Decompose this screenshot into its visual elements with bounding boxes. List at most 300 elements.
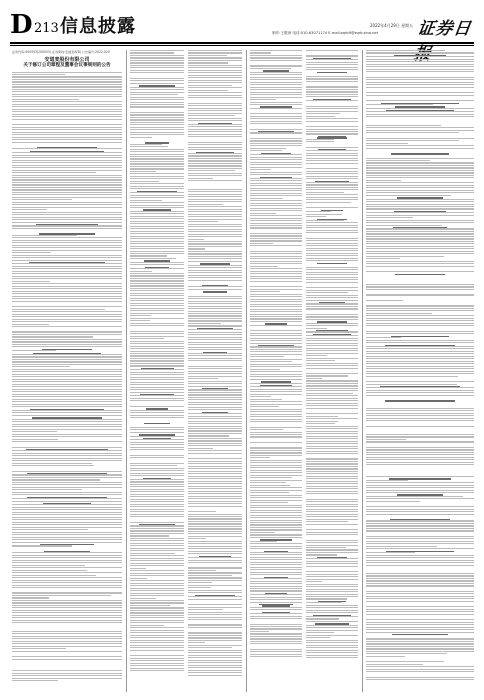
text-line [130,379,184,380]
text-line [12,228,122,229]
text-line [130,449,184,450]
text-line [130,161,184,162]
text-line [130,106,184,107]
text-line [366,64,474,65]
text-line [366,575,474,576]
text-line [130,163,184,164]
text-line [130,598,156,599]
text-line [366,541,474,542]
text-line [366,95,474,96]
text-line [188,514,242,515]
text-line [188,394,242,395]
text-line [366,578,474,579]
text-line [366,449,474,450]
text-line [188,344,242,345]
text-line [306,328,327,329]
text-line [130,268,184,269]
text-line [188,120,242,121]
text-line [130,395,184,396]
text-line [250,354,302,355]
text-line [188,607,242,608]
text-line [366,195,451,196]
text-line [366,182,474,183]
text-line [366,132,459,133]
text-line [12,134,122,135]
text-line [12,587,122,588]
text-line [306,94,358,95]
text-line [188,506,242,507]
text-line [130,607,184,608]
text-line [366,459,474,460]
text-line [366,452,474,453]
text-line [188,662,242,663]
text-line [188,660,242,661]
text-line [366,611,474,612]
masthead [0,0,484,44]
text-line [130,205,184,206]
text-line [12,450,122,451]
text-line [306,657,358,658]
text-line [188,531,242,532]
text-line [250,436,302,437]
text-line [130,195,184,196]
text-line [250,572,302,573]
text-line [12,263,122,264]
text-line [366,565,474,566]
text-line [366,641,474,642]
text-line [306,375,348,376]
text-line [306,463,358,464]
text-line [12,607,122,608]
text-line [306,173,358,174]
text-line [306,506,358,507]
text-line [12,600,122,601]
text-line [130,168,184,169]
text-line [12,494,122,495]
text-line [188,355,242,356]
text-line [12,74,65,75]
text-line [130,65,184,66]
text-line [188,196,242,197]
text-line [188,516,242,517]
text-line [250,208,302,209]
text-line [130,615,184,616]
text-line [366,300,403,301]
text-line [188,234,242,235]
text-line [130,427,184,428]
text-line [306,545,358,546]
text-line [188,219,242,220]
text-line [12,364,122,365]
text-line [250,338,302,339]
text-line [188,178,213,179]
text-line [188,399,242,400]
text-line [12,675,122,676]
text-line [130,50,184,51]
text-line [188,627,242,628]
text-line [12,296,122,297]
text-line [130,491,184,492]
text-line [12,309,105,310]
text-line [250,273,302,274]
text-line [188,221,218,222]
text-line [12,114,122,115]
text-line [306,423,335,424]
text-line [306,108,358,109]
text-line [250,190,302,191]
text-line [188,272,242,273]
text-line [130,166,184,167]
text-line [250,609,302,610]
text-line [188,526,242,527]
text-line [12,542,122,543]
text-line [12,81,122,82]
article-company: 安道麦股份有限公司 [44,56,90,63]
text-line [188,303,242,304]
text-line [306,258,358,259]
text-line [130,248,184,249]
text-line [366,656,405,657]
column-3-left [250,50,302,692]
text-line [188,85,232,86]
newspaper-logo: 证券日报 [416,19,473,39]
text-line [250,465,302,466]
text-line [188,430,242,431]
text-line [306,225,358,226]
text-line [12,157,122,158]
text-line [188,366,242,367]
text-line [250,548,302,549]
text-line [366,562,474,563]
text-line [12,283,122,284]
text-line [306,113,340,114]
text-line [188,216,242,217]
text-line [250,94,302,95]
text-line [130,387,184,388]
text-line [366,454,474,455]
text-line [306,433,358,434]
text-line [130,119,184,120]
issue-date: 2022年4月29日 星期五 [370,23,414,28]
text-line [12,617,122,618]
text-line [366,284,474,285]
text-line [130,610,184,611]
text-line [12,132,122,133]
text-line [12,291,122,292]
text-line [366,248,474,249]
text-line [130,137,152,138]
text-line [130,144,162,145]
text-line [188,624,242,625]
text-line [306,55,358,56]
text-line [366,538,474,539]
text-line [130,658,184,659]
text-line [366,408,474,409]
text-line [306,476,358,477]
text-line [12,415,122,416]
text-line [250,401,302,402]
text-line [250,57,302,58]
text-line [250,442,302,443]
text-line [306,363,358,364]
text-line [12,127,122,128]
text-line [130,353,184,354]
text-line [12,404,122,405]
text-line [306,248,358,249]
text-line [130,555,184,556]
text-line [306,232,358,233]
text-line [130,444,184,445]
text-line [188,585,242,586]
text-line [306,655,358,656]
text-line [188,421,242,422]
text-line [188,596,242,597]
text-line [130,320,150,321]
text-line [188,533,242,534]
text-line [366,348,474,349]
text-line [130,406,184,407]
text-line [130,540,184,541]
text-line [130,568,146,569]
text-line [366,180,401,181]
text-line [366,457,474,458]
text-line [130,78,184,79]
text-line [366,485,474,486]
text-line [250,361,292,362]
text-line [250,243,273,244]
text-line [250,72,302,73]
text-line [130,410,184,411]
text-line [12,441,122,442]
text-line [188,239,204,240]
text-line [188,450,242,451]
text-line [12,252,51,253]
text-line [188,168,242,169]
text-line [366,498,474,499]
text-line [188,318,242,319]
text-line [130,640,184,641]
text-line [188,349,242,350]
text-line [306,632,334,633]
text-line [366,447,474,448]
text-line [130,236,184,237]
page-number: 213 [34,21,59,36]
text-line [306,67,358,68]
text-line [250,150,282,151]
text-line [12,240,122,241]
text-line [188,428,242,429]
text-line [366,356,474,357]
text-line [188,113,242,114]
text-line [130,134,184,135]
text-line [250,376,302,377]
text-line [12,453,122,454]
text-line [306,100,358,101]
masthead-rule-thin [10,45,474,46]
text-line [366,648,474,649]
text-line [130,355,184,356]
text-line [188,575,232,576]
text-line [250,129,302,130]
text-line [130,80,184,81]
text-line [250,227,302,228]
text-line [366,318,474,319]
text-line [12,673,122,674]
text-line [130,412,184,413]
text-line [366,160,430,161]
text-line [366,632,474,633]
text-line [306,192,344,193]
text-line [306,331,358,332]
text-line [188,136,242,137]
text-line [130,583,184,584]
text-line [188,637,242,638]
text-line [366,591,474,592]
text-line [306,126,358,127]
text-line [306,563,358,564]
text-line [188,404,242,405]
text-line [130,325,184,326]
text-line [250,84,302,85]
text-line [250,218,302,219]
text-line [366,253,474,254]
text-line [250,157,302,158]
text-line [250,116,302,117]
text-line [130,127,184,128]
text-line [250,527,302,528]
text-line [12,324,49,325]
text-line [250,220,302,221]
text-line [12,111,122,112]
text-line [306,76,358,77]
text-line [188,70,242,71]
text-line [306,325,358,326]
text-line [12,474,122,475]
text-line [250,607,302,608]
text-line [250,532,275,533]
text-line [130,94,178,95]
text-line [130,392,184,393]
text-line [366,546,437,547]
text-line [188,438,242,439]
text-line [250,505,302,506]
text-line [250,366,302,367]
text-line [306,618,339,619]
text-line [306,133,358,134]
text-line [188,90,228,91]
text-line [306,488,358,489]
text-line [366,496,463,497]
text-line [306,446,358,447]
text-line [366,140,459,141]
text-line [306,395,358,396]
text-line [306,640,358,641]
text-line [250,296,302,297]
text-line [188,77,242,78]
text-line [12,278,122,279]
text-line [250,318,302,319]
text-line [250,416,302,417]
text-line [188,378,218,379]
text-line [250,613,302,614]
text-line [188,160,242,161]
text-line [12,344,122,345]
text-line [250,356,284,357]
text-line [12,615,122,616]
text-line [130,173,184,174]
text-line [250,379,302,380]
text-line [366,392,474,393]
text-line [188,134,242,135]
text-line [366,514,474,515]
text-line [12,431,57,432]
text-line [188,368,242,369]
text-line [250,205,302,206]
text-line [12,212,122,213]
text-line [306,504,358,505]
text-line [12,534,122,535]
text-line [306,197,358,198]
text-line [306,408,358,409]
text-line [250,178,302,179]
text-line [306,106,358,107]
text-line [366,77,474,78]
editor-contact: 制作:王敬涛 电话:010-63071174 E-mail:zqrb9@zqrb.sina.net [272,31,379,35]
text-line [250,487,302,488]
text-line [130,645,184,646]
text-line [188,577,242,578]
text-line [306,340,358,341]
column-separator [126,50,127,692]
text-line [306,385,358,386]
text-line [306,650,358,651]
text-line [188,306,242,307]
text-line [306,78,358,79]
text-line [188,657,242,658]
text-line [250,643,302,644]
text-line [366,256,444,257]
text-line [366,52,474,53]
text-line [188,191,242,192]
text-line [12,197,122,198]
text-line [12,319,122,320]
text-line [188,92,242,93]
text-line [130,514,184,515]
text-line [366,220,474,221]
text-line [250,656,302,657]
text-line [188,334,242,335]
text-line [306,466,358,467]
text-line [250,599,302,600]
text-line [306,335,358,336]
text-line [12,406,122,407]
text-line [366,233,474,234]
text-line [250,651,302,652]
text-line [250,278,302,279]
text-line [130,348,184,349]
text-line [250,427,302,428]
text-line [188,440,242,441]
text-line [188,443,242,444]
text-line [306,378,322,379]
text-line [250,266,278,267]
text-line [306,461,358,462]
text-line [188,614,242,615]
text-line [250,557,302,558]
text-line [366,387,474,388]
text-line [130,216,184,217]
text-line [366,187,474,188]
